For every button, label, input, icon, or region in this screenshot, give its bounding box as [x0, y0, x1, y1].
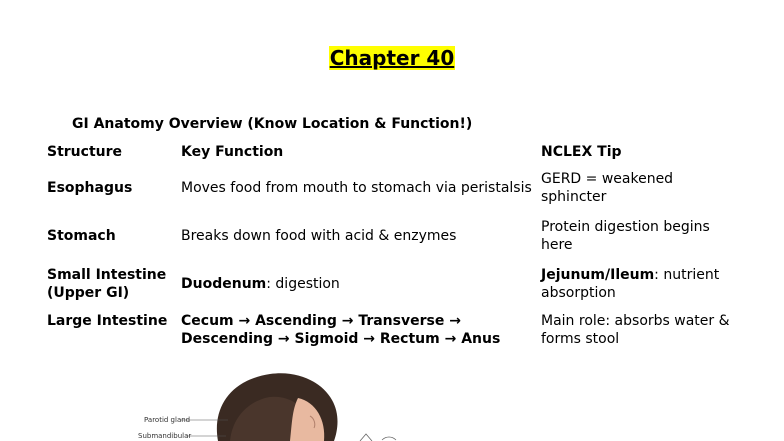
- table-row: [44, 164, 740, 212]
- function-bold-term: Duodenum: [181, 276, 267, 292]
- tip-bold-term: Jejunum/Ileum: [541, 267, 655, 283]
- function-bold-term: Cecum → Ascending → Transverse → Descending → Sigmoid → Rectum → Anus: [181, 313, 501, 347]
- header-key-function: Key Function: [181, 144, 284, 160]
- gi-anatomy-table: [44, 140, 740, 354]
- section-subtitle: GI Anatomy Overview (Know Location & Function!): [72, 116, 473, 132]
- structure-cell: Large Intestine: [47, 313, 168, 329]
- function-cell: Breaks down food with acid & enzymes: [181, 228, 457, 244]
- tip-text: : nutrient absorption: [541, 267, 720, 301]
- header-structure: Structure: [47, 144, 123, 160]
- pointer-mark: [360, 434, 372, 441]
- page-title: [0, 46, 784, 70]
- table-row: [44, 308, 740, 354]
- structure-cell: Small Intestine (Upper GI): [47, 267, 167, 301]
- function-cell: [178, 308, 538, 354]
- pointer-curve: [382, 437, 396, 440]
- tip-cell: Main role: absorbs water & forms stool: [541, 313, 730, 347]
- function-text: : digestion: [266, 276, 340, 292]
- table-row: [44, 212, 740, 260]
- structure-cell: Esophagus: [47, 180, 133, 196]
- parotid-gland-label: Parotid gland: [144, 416, 191, 424]
- header-nclex-tip: NCLEX Tip: [541, 144, 622, 160]
- function-cell: Moves food from mouth to stomach via peristalsis: [181, 180, 532, 196]
- structure-cell: Stomach: [47, 228, 116, 244]
- table-header-row: [44, 140, 740, 164]
- table-row: [44, 260, 740, 308]
- tip-cell: GERD = weakened sphincter: [541, 171, 674, 205]
- submandibular-label: Submandibular: [138, 432, 192, 440]
- anatomy-illustration: [120, 368, 580, 441]
- tip-cell: Protein digestion begins here: [541, 219, 710, 253]
- function-cell: [178, 260, 538, 308]
- tip-cell: [538, 260, 740, 308]
- chapter-heading: Chapter 40: [329, 46, 455, 70]
